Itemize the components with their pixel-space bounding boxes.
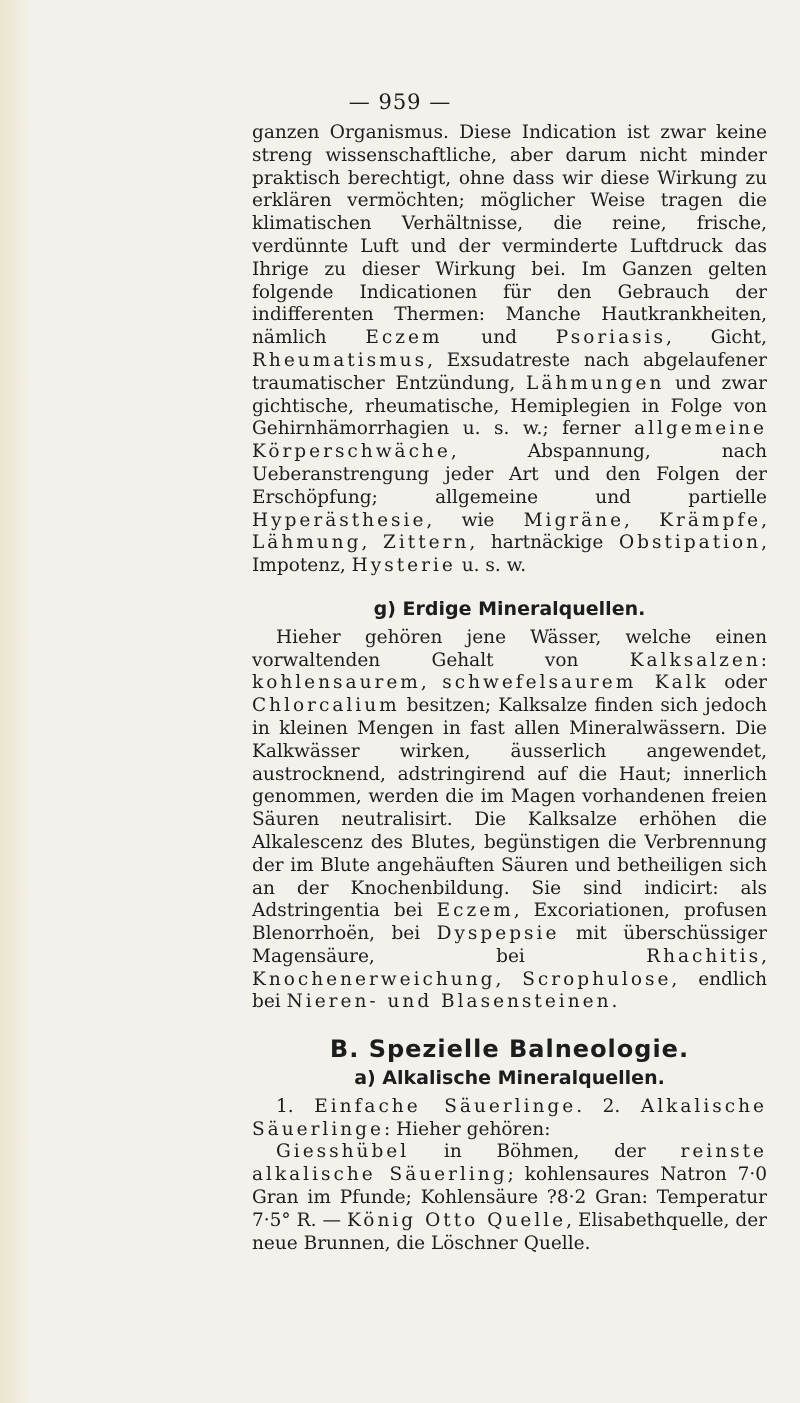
text-run: und zwar gichtische, rheumatische, Hemiplegien in Folge von Gehirnhämorrhagien u. s. w.; ferner — [252, 372, 767, 440]
page-body — [252, 122, 767, 1255]
text-run: , Gicht, — [666, 327, 767, 349]
page-number: — 959 — — [348, 90, 452, 114]
text-run: u. s. w. — [455, 555, 527, 577]
spaced-term: Alkalische Säuerlinge — [252, 1095, 767, 1140]
text-run: oder — [708, 672, 768, 694]
section-heading-alkalische-mineralquellen: a) Alkalische Mineralquellen. — [354, 1067, 665, 1090]
spaced-term: Psoriasis — [555, 327, 667, 349]
text-run: 1. — [276, 1095, 315, 1117]
spaced-term: Rheumatismus — [252, 349, 428, 371]
text-run: , — [624, 509, 660, 531]
text-run: Hieher gehören jene Wässer, welche einen vorwaltenden Gehalt von — [252, 626, 767, 671]
text-run: , Impotenz, — [252, 532, 767, 577]
paragraph-saeuerlinge — [252, 1096, 767, 1142]
text-run: , — [420, 672, 443, 694]
text-run: und — [442, 327, 556, 349]
text-run: , Elisabethquelle, der neue Brunnen, die Löschner Quelle. — [252, 1209, 767, 1254]
text-run: , Abspannung, nach Ueberanstrengung jeder Art und den Folgen der Erschöpfung; allgemeine und partielle — [252, 441, 767, 508]
spaced-term: Rhachitis — [646, 945, 762, 967]
spaced-term: Chlorcalium — [252, 695, 400, 717]
text-run: , — [761, 509, 767, 531]
section-heading-spezielle-balneologie: B. Spezielle Balneologie. — [329, 1035, 690, 1064]
paragraph-indifferent-thermen — [252, 122, 767, 578]
spaced-term: Scrophulose — [522, 968, 672, 990]
spaced-term: Einfache Säuerlinge — [314, 1095, 577, 1117]
spaced-term: Obstipation — [618, 532, 762, 554]
text-run: . — [611, 991, 618, 1013]
text-run: in Böhmen, der — [409, 1141, 681, 1163]
spaced-term: Eczem — [436, 900, 514, 922]
spaced-term: Dyspepsie — [436, 923, 560, 945]
text-run: ; kohlensaures Natron 7·0 Gran im Pfunde; Kohlensäure ?8·2 Gran: Temperatur 7·5° R. — — [252, 1164, 767, 1231]
spaced-term: allgemeine Körperschwäche — [252, 418, 767, 463]
text-run: . 2. — [576, 1095, 641, 1117]
text-run: , — [761, 945, 767, 967]
text-run: , endlich bei — [252, 968, 768, 1013]
spaced-term: kohlensaurem — [252, 672, 421, 694]
spaced-term: Krämpfe — [659, 509, 762, 531]
text-run: : Hieher gehören: — [383, 1118, 551, 1140]
page-edge-shadow — [0, 0, 34, 1403]
spaced-term: reinste alkalische Säuerling — [252, 1141, 767, 1186]
spaced-term: Hysterie — [351, 555, 456, 577]
spaced-term: Kalksalzen — [629, 649, 761, 671]
text-run: , wie — [426, 509, 524, 531]
text-run: , Excoriationen, profusen Blenorrhoën, bei — [252, 900, 767, 945]
spaced-term: Nieren- und Blasensteinen — [286, 991, 612, 1013]
spaced-term: schwefelsaurem Kalk — [442, 672, 709, 694]
section-heading-erdige-mineralquellen: g) Erdige Mineralquellen. — [373, 597, 646, 620]
text-run: : — [760, 649, 767, 671]
spaced-term: Hyperästhesie — [252, 509, 427, 531]
paragraph-giesshuebel — [252, 1141, 767, 1255]
spaced-term: König Otto Quelle — [346, 1209, 567, 1231]
spaced-term: Giesshübel — [276, 1141, 410, 1163]
paragraph-erdige-mineralquellen — [252, 627, 767, 1015]
text-run: , Exsudatreste nach abgelaufener traumatischer Entzündung, — [252, 349, 767, 394]
spaced-term: Eczem — [365, 327, 443, 349]
spaced-term: Lähmung — [252, 532, 362, 554]
spaced-term: Zittern — [382, 532, 470, 554]
spaced-term: Migräne — [523, 509, 625, 531]
text-run: , — [361, 532, 383, 554]
text-run: , — [495, 968, 523, 990]
spaced-term: Lähmungen — [526, 372, 665, 394]
spaced-term: Knochenerweichung — [252, 968, 496, 990]
text-run: ganzen Organismus. Diese Indication ist zwar keine streng wissenschaftliche, aber darum nicht minder praktisch berechtigt, ohne dass wir diese Wirkung zu erklären vermöchten; möglicher Weise tragen die klimatischen Verhältnisse, die reine, frische, verdünnte Luft und der verminderte Luftdruck das Ihrige zu dieser Wirkung bei. Im Ganzen gelten folgende Indicationen für den Gebrauch der indifferenten Thermen: Manche Hautkrankheiten, nämlich — [252, 122, 767, 349]
text-run: , hartnäckige — [469, 532, 619, 554]
text-run: besitzen; Kalksalze finden sich jedoch in kleinen Mengen in fast allen Mineralwässern. Die Kalkwässer wirken, äusserlich angewendet, austrocknend, adstringirend auf die Haut; innerlich genommen, werden die im Magen vorhandenen freien Säuren neutralisirt. Die Kalksalze erhöhen die Alkalescenz des Blutes, begünstigen die Verbrennung der im Blute angehäuften Säuren und betheiligen sich an der Knochenbildung. Sie sind indicirt: als Adstringentia bei — [252, 695, 767, 922]
text-run: mit überschüssiger Magensäure, bei — [252, 923, 767, 967]
